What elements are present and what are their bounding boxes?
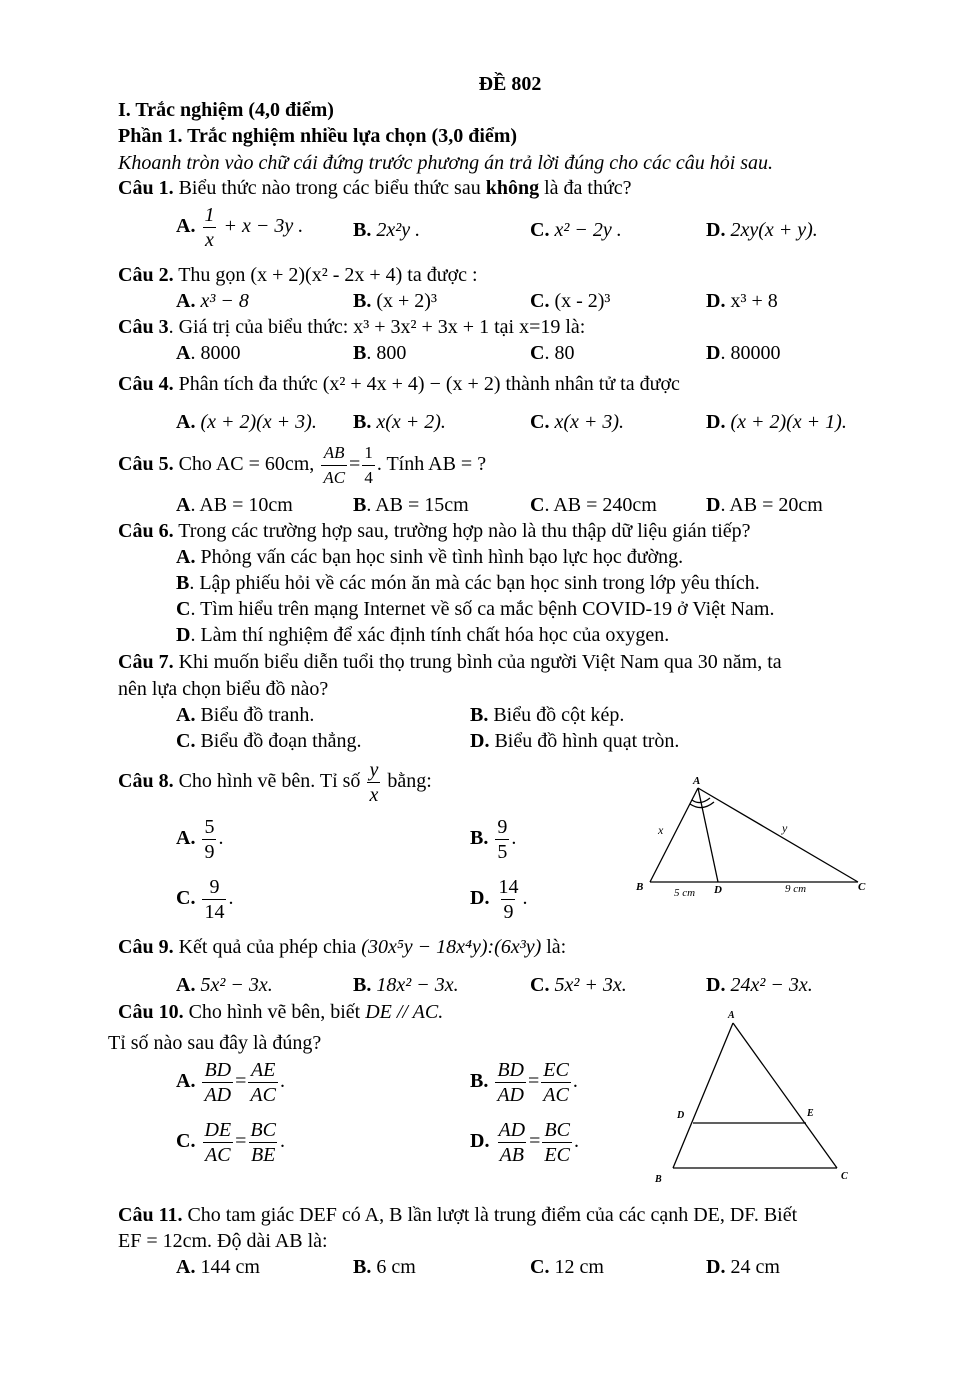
label-b: B: [655, 1174, 662, 1185]
q6-option-a[interactable]: A. Phỏng vấn các bạn học sinh về tình hình bạo lực học đường.: [176, 546, 684, 568]
label-x: x: [658, 823, 664, 837]
question-5: Câu 5. Cho AC = 60cm, $\frac{AB}{AC}$ = $\frac{1}{4}$ . Tính AB = ?: [118, 441, 486, 490]
side-ac: [698, 788, 858, 882]
label-c: C: [841, 1171, 848, 1182]
part-heading: Phần 1. Trắc nghiệm nhiều lựa chọn (3,0 điểm): [118, 125, 518, 147]
q9-option-c[interactable]: C. 5x² + 3x.: [530, 974, 627, 996]
q10-triangle-figure: [645, 1005, 865, 1190]
q3-option-b[interactable]: B. 800: [353, 342, 407, 364]
q2-option-a[interactable]: A. x³ − 8: [176, 290, 249, 312]
q8-option-a[interactable]: A. $\frac{5}{9}$ .: [176, 816, 224, 863]
label-d: D: [714, 884, 722, 896]
label-e: E: [807, 1108, 814, 1119]
q2-option-c[interactable]: C. (x - 2)³: [530, 290, 611, 312]
exam-code: ĐỀ 802: [478, 73, 542, 95]
q1-option-a[interactable]: A. $\frac{1}{x}$ + x − 3y .: [176, 204, 304, 251]
q7-option-a[interactable]: A. Biểu đồ tranh.: [176, 704, 315, 726]
question-7-continued: nên lựa chọn biểu đồ nào?: [118, 678, 329, 700]
q9-option-a[interactable]: A. 5x² − 3x.: [176, 974, 273, 996]
q5-option-c[interactable]: C. AB = 240cm: [530, 494, 657, 516]
q10-option-c[interactable]: C. $\frac{DE}{AC}$ = $\frac{BC}{BE}$ .: [176, 1119, 285, 1166]
label-bd: 5 cm: [674, 887, 696, 899]
q2-option-d[interactable]: D. x³ + 8: [706, 290, 778, 312]
q4-option-b[interactable]: B. x(x + 2).: [353, 411, 446, 433]
label-a: A: [693, 775, 701, 787]
q8-option-d[interactable]: D. $\frac{14}{9}$ .: [470, 876, 528, 923]
side-ac: [733, 1023, 837, 1168]
q4-option-d[interactable]: D. (x + 2)(x + 1).: [706, 411, 847, 433]
fraction: $\frac{5}{9}$: [204, 816, 215, 863]
q6-option-d[interactable]: D. Làm thí nghiệm để xác định tính chất hóa học của oxygen.: [176, 624, 670, 646]
q8-option-c[interactable]: C. $\frac{9}{14}$ .: [176, 876, 234, 923]
q6-option-b[interactable]: B. Lập phiếu hỏi về các món ăn mà các bạn học sinh trong lớp yêu thích.: [176, 572, 760, 594]
q11-option-b[interactable]: B. 6 cm: [353, 1256, 416, 1278]
question-10-continued: Tỉ số nào sau đây là đúng?: [108, 1032, 322, 1054]
fraction: $\frac{1}{x}$: [204, 204, 215, 251]
q9-option-b[interactable]: B. 18x² − 3x.: [353, 974, 459, 996]
fraction: $\frac{14}{9}$: [498, 876, 519, 923]
q3-option-d[interactable]: D. 80000: [706, 342, 781, 364]
fraction: $\frac{1}{4}$: [362, 441, 375, 490]
side-ab: [673, 1023, 733, 1168]
q5-option-a[interactable]: A. AB = 10cm: [176, 494, 293, 516]
q8-option-b[interactable]: B. $\frac{9}{5}$ .: [470, 816, 517, 863]
q9-option-d[interactable]: D. 24x² − 3x.: [706, 974, 813, 996]
question-10: Câu 10. Cho hình vẽ bên, biết DE // AC.: [118, 1001, 444, 1023]
q4-option-a[interactable]: A. (x + 2)(x + 3).: [176, 411, 317, 433]
label-y: y: [782, 821, 788, 835]
question-7: Câu 7. Khi muốn biểu diễn tuổi thọ trung bình của người Việt Nam qua 30 năm, ta: [118, 651, 782, 673]
fraction: $\frac{AB}{AC}$: [321, 441, 347, 490]
q3-option-c[interactable]: C. 80: [530, 342, 575, 364]
question-3: Câu 3. Giá trị của biểu thức: x³ + 3x² + 3x + 1 tại x=19 là:: [118, 316, 586, 338]
q10-option-d[interactable]: D. $\frac{AD}{AB}$ = $\frac{BC}{EC}$ .: [470, 1119, 579, 1166]
q11-option-d[interactable]: D. 24 cm: [706, 1256, 780, 1278]
q10-option-b[interactable]: B. $\frac{BD}{AD}$ = $\frac{EC}{AC}$ .: [470, 1059, 578, 1106]
label-d: D: [677, 1110, 685, 1121]
question-11: Câu 11. Cho tam giác DEF có A, B lần lượt là trung điểm của các cạnh DE, DF. Biết: [118, 1204, 798, 1226]
question-4: Câu 4. Phân tích đa thức (x² + 4x + 4) − (x + 2) thành nhân tử ta được: [118, 373, 680, 395]
label-dc: 9 cm: [785, 883, 807, 895]
q8-triangle-figure: [630, 770, 880, 905]
question-label: Câu 1.: [118, 177, 174, 199]
instruction: Khoanh tròn vào chữ cái đứng trước phương án trả lời đúng cho các câu hỏi sau.: [118, 152, 774, 174]
question-11-continued: EF = 12cm. Độ dài AB là:: [118, 1230, 328, 1252]
q1-option-c[interactable]: C. x² − 2y .: [530, 219, 622, 241]
q1-option-b[interactable]: B. 2x²y .: [353, 219, 421, 241]
q7-option-c[interactable]: C. Biểu đồ đoạn thẳng.: [176, 730, 362, 752]
q6-option-c[interactable]: C. Tìm hiểu trên mạng Internet về số ca mắc bệnh COVID-19 ở Việt Nam.: [176, 598, 775, 620]
q5-option-d[interactable]: D. AB = 20cm: [706, 494, 823, 516]
question-1: Câu 1. Biểu thức nào trong các biểu thức sau không là đa thức?: [118, 177, 632, 199]
q10-option-a[interactable]: A. $\frac{BD}{AD}$ = $\frac{AE}{AC}$ .: [176, 1059, 285, 1106]
question-6: Câu 6. Trong các trường hợp sau, trường hợp nào là thu thập dữ liệu gián tiếp?: [118, 520, 751, 542]
question-8: Câu 8. Cho hình vẽ bên. Tỉ số $\frac{y}{x}$ bằng:: [118, 759, 432, 806]
q7-option-d[interactable]: D. Biểu đồ hình quạt tròn.: [470, 730, 680, 752]
q3-option-a[interactable]: A. 8000: [176, 342, 241, 364]
fraction: $\frac{9}{14}$: [204, 876, 225, 923]
section-heading: I. Trắc nghiệm (4,0 điểm): [118, 99, 334, 121]
question-9: Câu 9. Kết quả của phép chia (30x⁵y − 18x⁴y):(6x³y) là:: [118, 936, 567, 958]
label-b: B: [636, 881, 644, 893]
q5-option-b[interactable]: B. AB = 15cm: [353, 494, 469, 516]
fraction: $\frac{9}{5}$: [497, 816, 508, 863]
q1-option-d[interactable]: D. 2xy(x + y).: [706, 219, 818, 241]
q2-option-b[interactable]: B. (x + 2)³: [353, 290, 437, 312]
question-2: Câu 2. Thu gọn (x + 2)(x² - 2x + 4) ta được :: [118, 264, 478, 286]
q7-option-b[interactable]: B. Biểu đồ cột kép.: [470, 704, 625, 726]
q11-option-a[interactable]: A. 144 cm: [176, 1256, 260, 1278]
fraction: $\frac{y}{x}$: [369, 759, 379, 806]
label-a: A: [728, 1010, 735, 1021]
q11-option-c[interactable]: C. 12 cm: [530, 1256, 604, 1278]
label-c: C: [858, 881, 866, 893]
q4-option-c[interactable]: C. x(x + 3).: [530, 411, 625, 433]
